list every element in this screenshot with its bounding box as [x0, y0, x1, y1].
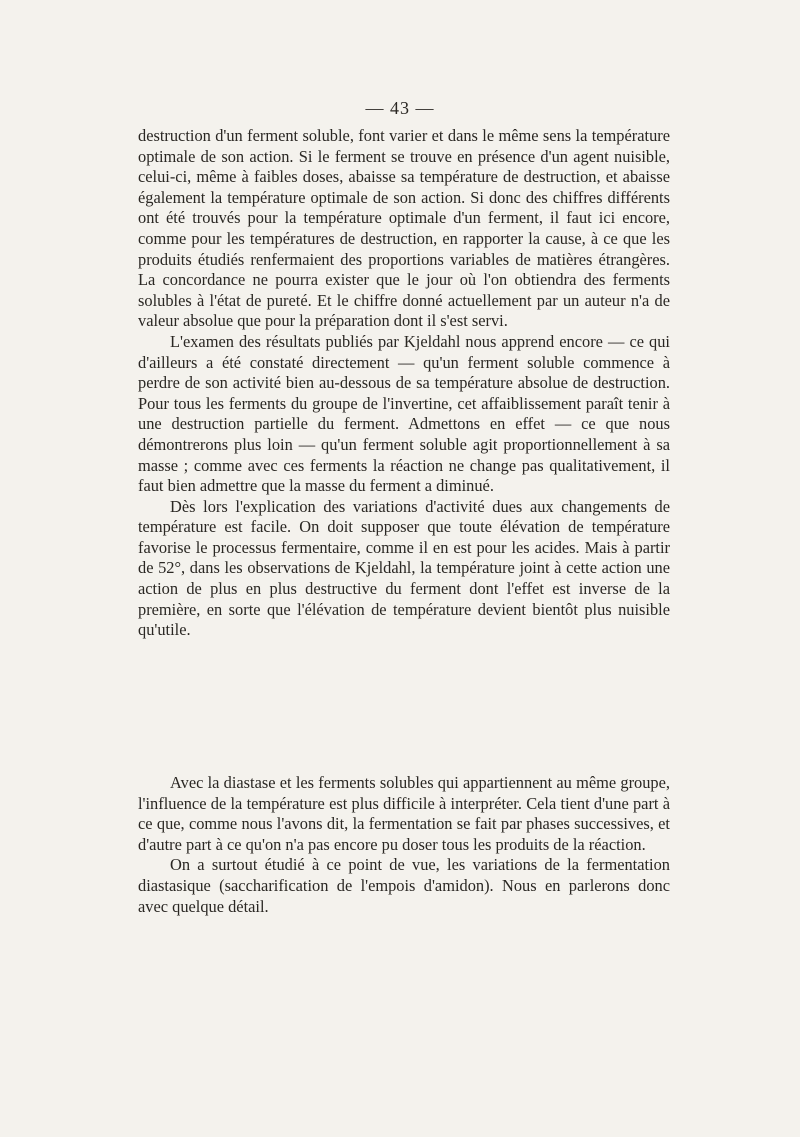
paragraph-1: destruction d'un ferment soluble, font varier et dans le même sens la température optimale de son action. Si le ferment se trouve en présence d'un agent nuisible, celui-ci, même à faibles doses, abaisse sa température de destruction, et abaisse également la température optimale de son action. Si donc des chiffres différents ont été trouvés pour la température optimale d'un ferment, il faut ici encore, comme pour les températures de destruction, en rapporter la cause, à ce que les produits étudiés renfermaient des proportions variables de matières étrangères. La concordance ne pourra exister que le jour où l'on obtiendra des ferments solubles à l'état de pureté. Et le chiffre donné actuellement par un auteur n'a de valeur absolue que pour la préparation dont il s'est servi. — [138, 126, 670, 331]
paragraph-4: Avec la diastase et les ferments solubles qui appartiennent au même groupe, l'influence de la température est plus difficile à interpréter. Cela tient d'une part à ce que, comme nous l'avons dit, la fermentation se fait par phases successives, et d'autre part à ce qu'on n'a pas encore pu doser tous les produits de la réaction. — [138, 773, 670, 854]
text-block-lower — [138, 773, 670, 917]
paragraph-5: On a surtout étudié à ce point de vue, les variations de la fermentation diastasique (saccharification de l'empois d'amidon). Nous en parlerons donc avec quelque détail. — [138, 855, 670, 916]
paragraph-3: Dès lors l'explication des variations d'activité dues aux changements de température est facile. On doit supposer que toute élévation de température favorise le processus fermentaire, comme il en est pour les acides. Mais à partir de 52°, dans les observations de Kjeldahl, la température joint à cette action une action de plus en plus destructive du ferment dont l'effet est inverse de la première, en sorte que l'élévation de température devient bientôt plus nuisible qu'utile. — [138, 496, 670, 640]
text-block-upper — [138, 126, 670, 641]
page-number: — 43 — — [365, 98, 435, 118]
paragraph-2: L'examen des résultats publiés par Kjeldahl nous apprend encore — ce qui d'ailleurs a été constaté directement — qu'un ferment soluble commence à perdre de son activité bien au-dessous de sa température absolue de destruction. Pour tous les ferments du groupe de l'invertine, cet affaiblissement paraît tenir à une destruction partielle du ferment. Admettons en effet — ce que nous démontrerons plus loin — qu'un ferment soluble agit proportionnellement à sa masse ; comme avec ces ferments la réaction ne change pas qualitativement, il faut bien admettre que la masse du ferment a diminué. — [138, 331, 670, 496]
